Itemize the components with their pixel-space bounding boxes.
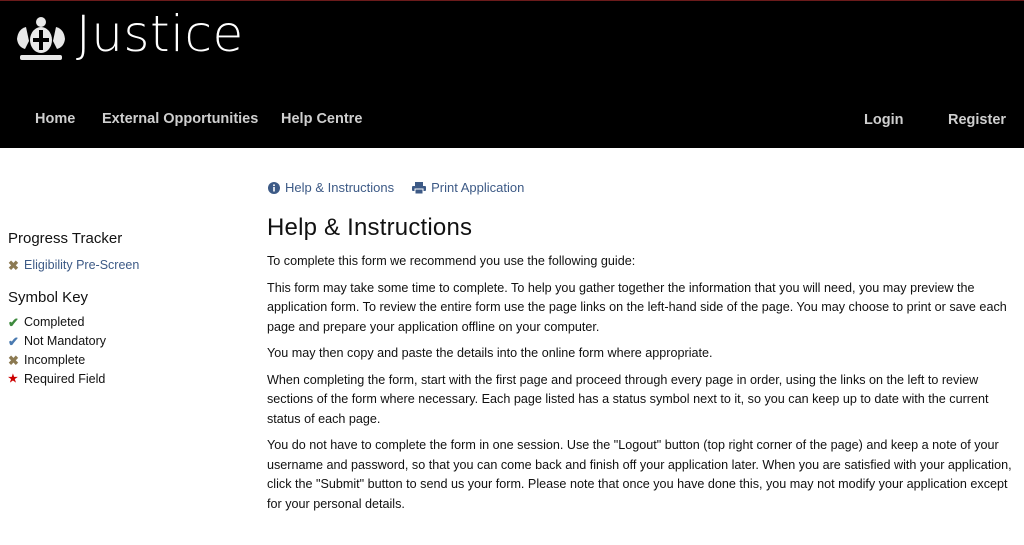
- help-instructions-link[interactable]: [268, 180, 394, 195]
- print-application-label[interactable]: Print Application: [431, 180, 525, 195]
- instruction-paragraph: To complete this form we recommend you use the following guide:: [267, 254, 636, 268]
- main-content: [267, 214, 1019, 521]
- symbol-key-label: Not Mandatory: [24, 334, 106, 348]
- printer-icon: [412, 182, 426, 194]
- nav-register[interactable]: Register: [948, 112, 1007, 128]
- page-toolbar: [268, 180, 542, 195]
- cross-icon: ✖: [8, 353, 19, 368]
- help-instructions-label[interactable]: Help & Instructions: [285, 180, 395, 195]
- nav-help-centre[interactable]: Help Centre: [281, 111, 363, 127]
- page-title: Help & Instructions: [267, 214, 473, 241]
- site-title[interactable]: Justice: [76, 5, 244, 63]
- instruction-paragraph: When completing the form, start with the first page and proceed through every page in order, using the links on the left to review sections of the form where necessary. Each page listed has a status symbol next to it, so you can keep up to date with the current status of each page.: [267, 372, 989, 426]
- info-icon: [268, 182, 280, 194]
- symbol-key-item: [8, 351, 238, 370]
- check-icon: ✔: [8, 334, 19, 349]
- progress-tracker-heading: Progress Tracker: [8, 230, 123, 247]
- royal-crest-logo[interactable]: [12, 13, 70, 63]
- symbol-key-label: Incomplete: [24, 353, 86, 367]
- print-application-link[interactable]: [412, 180, 524, 195]
- instruction-paragraph: You do not have to complete the form in one session. Use the "Logout" button (top right corner of the page) and keep a note of your username and password, so that you can come back and finish off your application later. When you are satisfied with your application, click the "Submit" button to send us your form. Please note that once you have done this, you may not modify your application except for your personal details.: [267, 438, 1012, 511]
- nav-home[interactable]: Home: [35, 111, 76, 127]
- instruction-paragraph: This form may take some time to complete. To help you gather together the information that you will need, you may preview the application form. To review the entire form use the page links on the left-hand side of the page. You may choose to print or save each page and prepare your application offline on your computer.: [267, 280, 1007, 334]
- progress-item-label[interactable]: Eligibility Pre-Screen: [24, 258, 140, 272]
- cross-icon: ✖: [8, 258, 19, 273]
- symbol-key-label: Required Field: [24, 372, 106, 386]
- symbol-key-item: [8, 313, 238, 332]
- instruction-paragraph: You may then copy and paste the details into the online form where appropriate.: [267, 346, 713, 360]
- asterisk-icon: ★: [8, 373, 18, 385]
- progress-item-eligibility[interactable]: [8, 256, 238, 275]
- symbol-key-heading: Symbol Key: [8, 289, 89, 306]
- symbol-key-label: Completed: [24, 315, 85, 329]
- check-icon: ✔: [8, 315, 19, 330]
- sidebar: [8, 230, 238, 389]
- nav-external-opportunities[interactable]: External Opportunities: [102, 111, 259, 127]
- nav-login[interactable]: Login: [864, 112, 904, 128]
- symbol-key-item: [8, 370, 238, 389]
- site-header: [0, 0, 1024, 148]
- symbol-key-item: [8, 332, 238, 351]
